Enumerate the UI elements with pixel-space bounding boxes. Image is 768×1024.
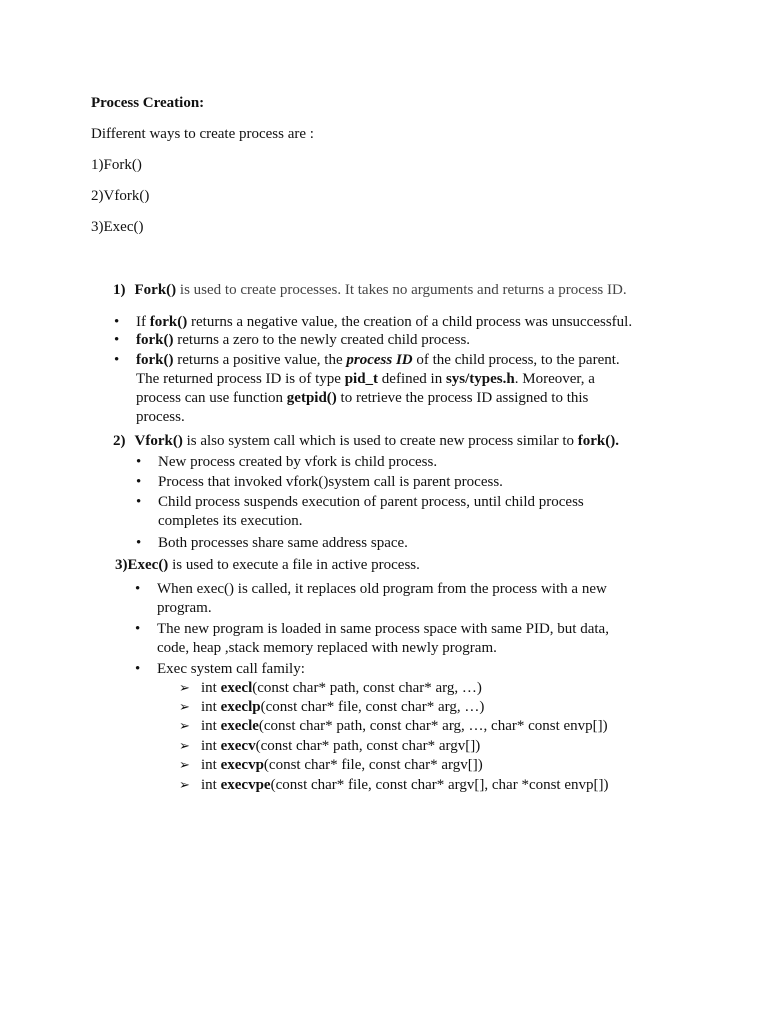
list-item-continuation: process can use function getpid() to retrieve the process ID assigned to this [136, 390, 589, 406]
list-item: • Exec system call family: [157, 660, 305, 679]
section2-heading: 2) Vfork() is also system call which is used to create new process similar to fork(). [113, 433, 619, 449]
list-item: 3)Exec() [91, 219, 144, 235]
page-title: Process Creation: [91, 95, 205, 111]
list-item: • fork() returns a positive value, the process ID of the child process, to the parent. [136, 351, 620, 370]
list-item-continuation: completes its execution. [158, 513, 303, 529]
arrow-bullet-icon: ➢ [179, 739, 190, 754]
arrow-bullet-icon: ➢ [179, 700, 190, 715]
section3-heading: 3)Exec() is used to execute a file in active process. [115, 557, 420, 573]
section1-heading: 1) Fork() is used to create processes. It takes no arguments and returns a process ID. [113, 282, 627, 298]
list-item: 1)Fork() [91, 157, 142, 173]
exec-family-item: ➢ int execl(const char* path, const char* arg, …) [179, 680, 482, 696]
arrow-bullet-icon: ➢ [179, 681, 190, 696]
arrow-bullet-icon: ➢ [179, 758, 190, 773]
list-item: • Child process suspends execution of parent process, until child process [158, 493, 584, 512]
list-item-continuation: process. [136, 409, 185, 425]
exec-family-item: ➢ int execle(const char* path, const char* arg, …, char* const envp[]) [179, 718, 608, 734]
exec-family-item: ➢ int execvpe(const char* file, const char* argv[], char *const envp[]) [179, 777, 609, 793]
exec-family-item: ➢ int execlp(const char* file, const char* arg, …) [179, 699, 485, 715]
list-item-continuation: The returned process ID is of type pid_t defined in sys/types.h. Moreover, a [136, 371, 595, 387]
exec-family-item: ➢ int execv(const char* path, const char* argv[]) [179, 738, 481, 754]
list-item: • Both processes share same address space. [158, 534, 408, 553]
list-item: • Process that invoked vfork()system call is parent process. [158, 473, 503, 492]
list-item: • When exec() is called, it replaces old program from the process with a new [157, 580, 607, 599]
list-item-continuation: program. [157, 600, 212, 616]
arrow-bullet-icon: ➢ [179, 778, 190, 793]
exec-family-item: ➢ int execvp(const char* file, const char* argv[]) [179, 757, 483, 773]
arrow-bullet-icon: ➢ [179, 719, 190, 734]
list-item: • If fork() returns a negative value, the creation of a child process was unsuccessful. [136, 313, 632, 332]
list-item: • New process created by vfork is child process. [158, 453, 437, 472]
list-item-continuation: code, heap ,stack memory replaced with newly program. [157, 640, 497, 656]
list-item: • fork() returns a zero to the newly created child process. [136, 331, 470, 350]
list-item: • The new program is loaded in same process space with same PID, but data, [157, 620, 609, 639]
list-item: 2)Vfork() [91, 188, 150, 204]
intro-text: Different ways to create process are : [91, 126, 314, 142]
